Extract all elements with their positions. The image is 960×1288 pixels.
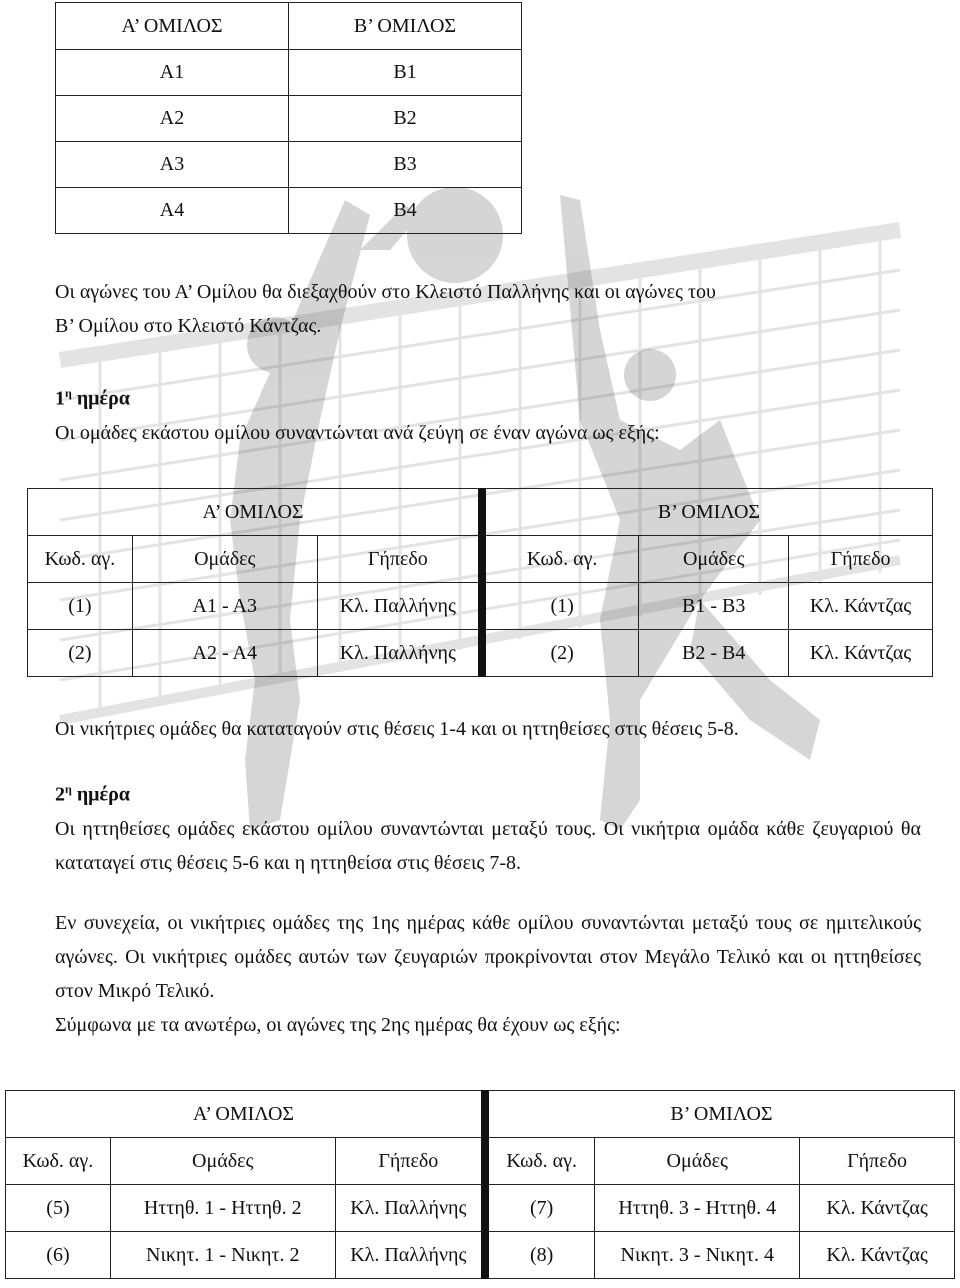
match-venue: Κλ. Κάντζας	[789, 630, 933, 677]
match-code: (8)	[485, 1232, 595, 1279]
groups-table	[55, 2, 522, 234]
group-a-team: Α3	[56, 142, 289, 188]
match-venue: Κλ. Κάντζας	[789, 583, 933, 630]
group-a-team: Α4	[56, 188, 289, 234]
day2-heading: $2^\eta$ ημέρα	[55, 782, 130, 806]
match-teams: Νικητ. 1 - Νικητ. 2	[110, 1232, 335, 1279]
match-code: (7)	[485, 1185, 595, 1232]
group-a-team: Α2	[56, 96, 289, 142]
match-teams: Β2 - Β4	[639, 630, 789, 677]
match-venue: Κλ. Παλλήνης	[317, 583, 482, 630]
table-group-b-header: Β’ ΟΜΙΛΟΣ	[482, 489, 933, 536]
column-header: Κωδ. αγ.	[482, 536, 639, 583]
table-group-a-header: Α’ ΟΜΙΛΟΣ	[6, 1091, 486, 1138]
column-header: Γήπεδο	[800, 1138, 955, 1185]
day2-text2: Εν συνεχεία, οι νικήτριες ομάδες της 1ης ημέρας κάθε ομίλου συναντώνται μεταξύ τους σε ημιτελικούς αγώνες. Οι νικήτριες ομάδες αυτών των ζευγαριών προκρίνονται στον Μεγάλο Τελικό και οι ηττηθείσες στον Μικρό Τελικό.	[55, 911, 921, 1002]
match-code: (2)	[482, 630, 639, 677]
day1-section	[55, 376, 660, 450]
day1-text: Οι ομάδες εκάστου ομίλου συναντώνται ανά ζεύγη σε έναν αγώνα ως εξής:	[55, 421, 660, 444]
match-venue: Κλ. Παλλήνης	[317, 630, 482, 677]
match-teams: Α1 - Α3	[132, 583, 317, 630]
group-b-team: Β2	[289, 96, 522, 142]
day1-schedule-table	[27, 488, 933, 677]
after-day1-text: Οι νικήτριες ομάδες θα καταταγούν στις θέσεις 1-4 και οι ηττηθείσες στις θέσεις 5-8.	[55, 718, 739, 740]
match-teams: Β1 - Β3	[639, 583, 789, 630]
match-code: (6)	[6, 1232, 111, 1279]
match-code: (2)	[28, 630, 133, 677]
table-group-a-header: Α’ ΟΜΙΛΟΣ	[28, 489, 482, 536]
group-b-team: Β3	[289, 142, 522, 188]
day2-text3: Σύμφωνα με τα ανωτέρω, οι αγώνες της 2ης ημέρας θα έχουν ως εξής:	[55, 1013, 621, 1036]
table-group-b-header: Β’ ΟΜΙΛΟΣ	[485, 1091, 955, 1138]
match-teams: Νικητ. 3 - Νικητ. 4	[595, 1232, 800, 1279]
column-header: Γήπεδο	[317, 536, 482, 583]
day2-text: Οι ηττηθείσες ομάδες εκάστου ομίλου συναντώνται μεταξύ τους. Οι νικήτρια ομάδα κάθε ζευγαριού θα καταταγεί στις θέσεις 5-6 και η ηττηθείσα στις θέσεις 7-8.	[55, 817, 921, 874]
table-row	[6, 1232, 955, 1279]
match-teams: Ηττηθ. 3 - Ηττηθ. 4	[595, 1185, 800, 1232]
group-a-header: Α’ ΟΜΙΛΟΣ	[56, 3, 289, 50]
group-b-team: Β1	[289, 50, 522, 96]
group-b-team: Β4	[289, 188, 522, 234]
column-header: Ομάδες	[132, 536, 317, 583]
day2-schedule-table	[5, 1090, 955, 1279]
intro-line: Β’ Ομίλου στο Κλειστό Κάντζας.	[55, 315, 322, 337]
column-header: Γήπεδο	[789, 536, 933, 583]
column-header: Κωδ. αγ.	[6, 1138, 111, 1185]
match-code: (1)	[482, 583, 639, 630]
group-a-team: Α1	[56, 50, 289, 96]
intro-line: Οι αγώνες του Α’ Ομίλου θα διεξαχθούν στο Κλειστό Παλλήνης και οι αγώνες του	[55, 281, 716, 303]
table-row	[28, 630, 933, 677]
column-header: Ομάδες	[110, 1138, 335, 1185]
day2-section	[55, 772, 921, 1042]
match-venue: Κλ. Κάντζας	[800, 1185, 955, 1232]
column-header: Κωδ. αγ.	[485, 1138, 595, 1185]
intro-paragraph	[55, 275, 716, 343]
match-teams: Α2 - Α4	[132, 630, 317, 677]
table-row	[28, 583, 933, 630]
column-header: Ομάδες	[639, 536, 789, 583]
match-code: (1)	[28, 583, 133, 630]
match-venue: Κλ. Παλλήνης	[335, 1232, 485, 1279]
match-venue: Κλ. Παλλήνης	[335, 1185, 485, 1232]
match-teams: Ηττηθ. 1 - Ηττηθ. 2	[110, 1185, 335, 1232]
column-header: Κωδ. αγ.	[28, 536, 133, 583]
match-code: (5)	[6, 1185, 111, 1232]
match-venue: Κλ. Κάντζας	[800, 1232, 955, 1279]
column-header: Γήπεδο	[335, 1138, 485, 1185]
group-b-header: Β’ ΟΜΙΛΟΣ	[289, 3, 522, 50]
day1-heading: $1^\eta$ ημέρα	[55, 386, 130, 410]
table-row	[6, 1185, 955, 1232]
column-header: Ομάδες	[595, 1138, 800, 1185]
